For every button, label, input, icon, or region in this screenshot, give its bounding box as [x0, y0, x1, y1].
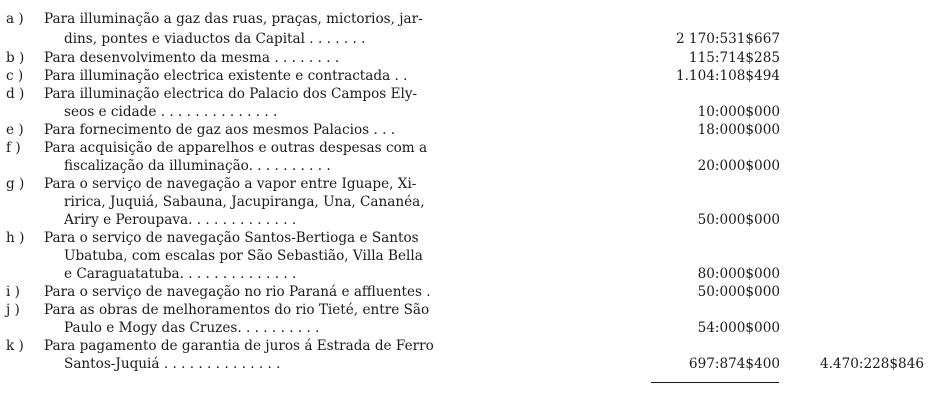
budget-line — [0, 67, 938, 85]
budget-line — [0, 265, 938, 283]
item-label: k ) — [6, 338, 24, 354]
item-text: Para o serviço de navegação a vapor entre Iguape, Xi- — [44, 176, 417, 192]
item-text: dins, pontes e viaductos da Capital . . . . . . . — [64, 31, 366, 47]
item-label: c ) — [6, 68, 24, 84]
item-text: Para illuminação electrica do Palacio dos Campos Ely- — [44, 86, 418, 102]
item-text: Para o serviço de navegação no rio Paraná e affluentes . — [44, 284, 431, 300]
budget-line — [0, 211, 938, 229]
item-text: Paulo e Mogy das Cruzes. . . . . . . . . . — [64, 320, 320, 336]
budget-line — [0, 121, 938, 139]
budget-line — [0, 301, 938, 319]
item-label: e ) — [6, 122, 24, 138]
item-text: Para as obras de melhoramentos do rio Tieté, entre São — [44, 302, 430, 318]
item-amount: 54:000$000 — [697, 320, 780, 336]
budget-line — [0, 139, 938, 157]
budget-line — [0, 355, 938, 373]
total-underline — [651, 382, 779, 383]
item-amount: 10:000$000 — [697, 104, 780, 120]
budget-line — [0, 10, 938, 28]
item-label: h ) — [6, 230, 25, 246]
item-text: Para o serviço de navegação Santos-Bertioga e Santos — [44, 230, 419, 246]
budget-line — [0, 283, 938, 301]
item-amount: 20:000$000 — [697, 158, 780, 174]
budget-line — [0, 85, 938, 103]
budget-line — [0, 229, 938, 247]
item-text: Santos-Juquiá . . . . . . . . . . . . . . — [64, 356, 281, 372]
item-amount: 18:000$000 — [697, 122, 780, 138]
item-amount: 1.104:108$494 — [675, 68, 780, 84]
item-text: Para fornecimento de gaz aos mesmos Palacios . . . — [44, 122, 396, 138]
item-text: fiscalização da illuminação. . . . . . . . . . — [64, 158, 331, 174]
budget-line — [0, 157, 938, 175]
item-amount: 697:874$400 — [688, 356, 780, 372]
item-amount: 80:000$000 — [697, 266, 780, 282]
budget-line — [0, 30, 938, 48]
item-amount: 2 170:531$667 — [675, 31, 780, 47]
item-text: Para desenvolvimento da mesma . . . . . . . . — [44, 50, 340, 66]
item-text: Ariry e Peroupava. . . . . . . . . . . . . — [64, 212, 297, 228]
item-text: seos e cidade . . . . . . . . . . . . . . — [64, 104, 278, 120]
budget-line — [0, 337, 938, 355]
item-text: Para illuminação a gaz das ruas, praças, mictorios, jar- — [44, 11, 423, 27]
item-text: Para illuminação electrica existente e contractada . . — [44, 68, 408, 84]
item-text: Para pagamento de garantia de juros á Estrada de Ferro — [44, 338, 434, 354]
budget-line — [0, 175, 938, 193]
item-label: d ) — [6, 86, 25, 102]
item-amount: 50:000$000 — [697, 212, 780, 228]
item-label: j ) — [6, 302, 20, 318]
budget-line — [0, 193, 938, 211]
item-text: e Caraguatatuba. . . . . . . . . . . . . . — [64, 266, 297, 282]
item-amount: 115:714$285 — [688, 50, 780, 66]
budget-line — [0, 247, 938, 265]
budget-line — [0, 49, 938, 67]
item-text: Ubatuba, com escalas por São Sebastião, Villa Bella — [64, 248, 423, 264]
item-label: f ) — [6, 140, 21, 156]
budget-line — [0, 319, 938, 337]
item-label: b ) — [6, 50, 25, 66]
item-label: g ) — [6, 176, 25, 192]
item-label: a ) — [6, 11, 24, 27]
budget-line — [0, 103, 938, 121]
grand-total: 4.470:228$846 — [819, 356, 924, 372]
item-text: Para acquisição de apparelhos e outras despesas com a — [44, 140, 428, 156]
item-label: i ) — [6, 284, 20, 300]
item-amount: 50:000$000 — [697, 284, 780, 300]
item-text: ririca, Juquiá, Sabauna, Jacupiranga, Una, Cananéa, — [64, 194, 425, 210]
